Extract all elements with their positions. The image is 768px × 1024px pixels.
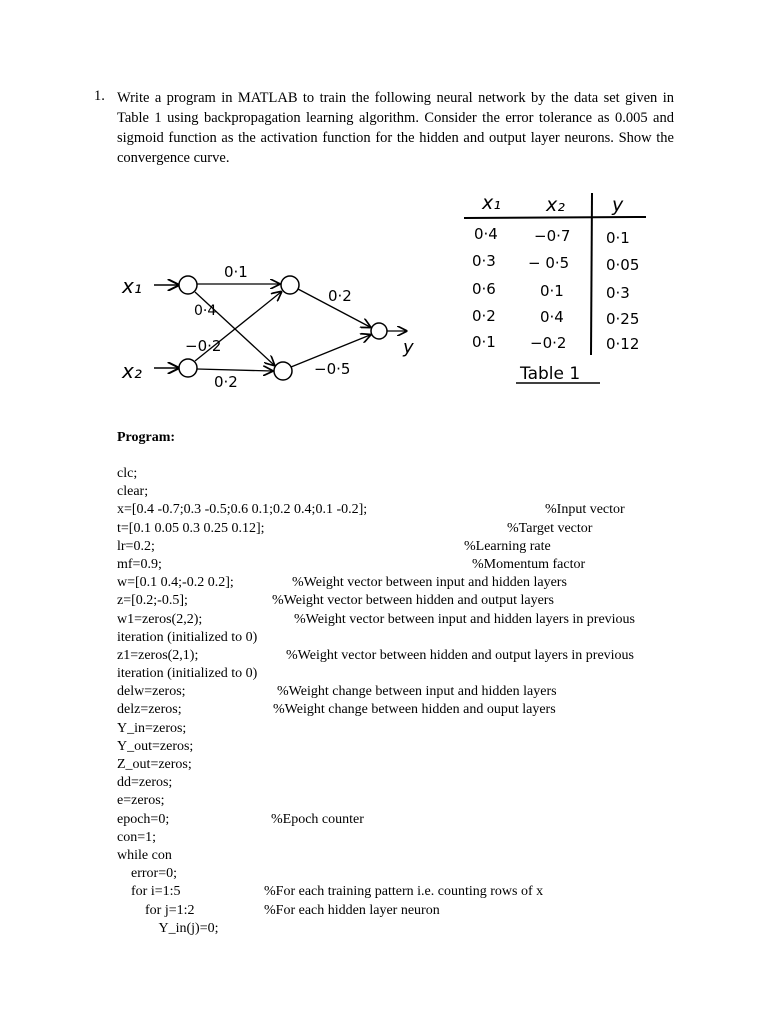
code-line bbox=[117, 811, 687, 829]
code-comment: %Weight vector between input and hidden layers bbox=[292, 575, 567, 591]
code-text: z=[0.2;-0.5]; bbox=[117, 593, 188, 609]
code-line bbox=[117, 665, 687, 683]
code-comment: %Learning rate bbox=[464, 538, 551, 554]
code-line bbox=[117, 720, 687, 738]
code-text: lr=0.2; bbox=[117, 538, 155, 554]
code-line bbox=[117, 756, 687, 774]
weight-label-w22: 0·2 bbox=[214, 373, 238, 391]
table1-header-x1: x₁ bbox=[482, 192, 501, 214]
table1-cell: 0·25 bbox=[606, 310, 640, 328]
code-text: mf=0.9; bbox=[117, 556, 162, 572]
code-line bbox=[117, 829, 687, 847]
code-comment: %Momentum factor bbox=[472, 556, 586, 572]
code-text: iteration (initialized to 0) bbox=[117, 666, 258, 682]
code-text: iteration (initialized to 0) bbox=[117, 629, 258, 645]
code-line bbox=[117, 865, 687, 883]
table1-cell: 0·2 bbox=[472, 307, 496, 325]
code-comment: %Weight vector between hidden and output layers bbox=[272, 593, 554, 609]
code-comment: %Epoch counter bbox=[271, 811, 364, 827]
code-line bbox=[117, 574, 687, 592]
input-x1-label: x₁ bbox=[122, 274, 142, 298]
code-line bbox=[117, 465, 687, 483]
code-text: delw=zeros; bbox=[117, 684, 186, 700]
table1-cell: 0·1 bbox=[606, 229, 630, 247]
code-line bbox=[117, 920, 687, 938]
code-line bbox=[117, 647, 687, 665]
code-text: t=[0.1 0.05 0.3 0.25 0.12]; bbox=[117, 520, 265, 536]
code-line bbox=[117, 592, 687, 610]
code-text: clc; bbox=[117, 466, 138, 481]
code-line bbox=[117, 701, 687, 719]
output-y-label: y bbox=[403, 337, 414, 358]
table1-cell: 0·4 bbox=[540, 308, 564, 326]
table1 bbox=[460, 185, 682, 390]
code-line bbox=[117, 883, 687, 901]
code-text: for i=1:5 bbox=[117, 884, 181, 900]
code-text: while con bbox=[117, 847, 172, 863]
output-node bbox=[371, 323, 387, 339]
code-text: w1=zeros(2,2); bbox=[117, 611, 203, 627]
table1-cell: 0·05 bbox=[606, 256, 640, 274]
code-text: Y_out=zeros; bbox=[117, 738, 194, 754]
table1-header-x2: x₂ bbox=[546, 194, 565, 216]
code-text: Y_in=zeros; bbox=[117, 720, 187, 736]
code-comment: %For each training pattern i.e. counting rows of x bbox=[264, 884, 544, 900]
code-line bbox=[117, 902, 687, 920]
program-heading: Program: bbox=[117, 430, 176, 445]
code-comment: %Weight vector between input and hidden layers in previous bbox=[294, 611, 635, 627]
table1-header-y: y bbox=[612, 194, 624, 216]
weight-label-w12: 0·4 bbox=[194, 303, 217, 319]
table1-caption: Table 1 bbox=[520, 364, 581, 384]
code-line bbox=[117, 538, 687, 556]
table1-cell: 0·12 bbox=[606, 335, 640, 353]
code-line bbox=[117, 738, 687, 756]
code-line bbox=[117, 483, 687, 501]
network-diagram bbox=[118, 255, 428, 400]
code-text: w=[0.1 0.4;-0.2 0.2]; bbox=[117, 575, 234, 591]
weight-label-z2: −0·5 bbox=[314, 360, 351, 378]
code-text: error=0; bbox=[117, 866, 177, 882]
hidden-node-2 bbox=[274, 362, 292, 380]
code-line bbox=[117, 774, 687, 792]
code-text: dd=zeros; bbox=[117, 775, 173, 791]
table1-column-divider bbox=[591, 193, 592, 355]
code-line bbox=[117, 847, 687, 865]
code-text: epoch=0; bbox=[117, 811, 170, 827]
question-text: Write a program in MATLAB to train the following neural network by the data set given in Table 1 using backpropagation learning algorithm. Consider the error tolerance as 0.005 and sigmoid function as the activation function for the hidden and output layer neurons. Show the convergence curve. bbox=[117, 90, 674, 166]
code-line bbox=[117, 683, 687, 701]
table1-cell: 0·1 bbox=[472, 333, 496, 351]
table1-header-rule bbox=[464, 217, 646, 218]
input-x2-label: x₂ bbox=[122, 359, 142, 383]
weight-label-w11: 0·1 bbox=[224, 263, 248, 281]
input-node-1 bbox=[179, 276, 197, 294]
code-line bbox=[117, 520, 687, 538]
code-text: con=1; bbox=[117, 829, 156, 845]
code-line bbox=[117, 792, 687, 810]
edge-x2-h2 bbox=[197, 369, 272, 371]
code-comment: %Weight vector between hidden and output layers in previous bbox=[286, 647, 634, 663]
weight-label-z1: 0·2 bbox=[328, 287, 352, 305]
code-text: Z_out=zeros; bbox=[117, 757, 192, 772]
code-text: Y_in(j)=0; bbox=[117, 920, 219, 936]
table1-cell: −0·2 bbox=[530, 334, 567, 352]
table1-cell: 0·1 bbox=[540, 282, 564, 300]
code-text: e=zeros; bbox=[117, 793, 165, 809]
weight-label-w21: −0·2 bbox=[185, 337, 222, 355]
code-text: delz=zeros; bbox=[117, 702, 182, 718]
code-line bbox=[117, 501, 687, 519]
table1-cell: −0·7 bbox=[534, 227, 571, 245]
table1-cell: 0·6 bbox=[472, 280, 496, 298]
code-text: z1=zeros(2,1); bbox=[117, 647, 199, 663]
table1-cell: 0·3 bbox=[606, 284, 630, 302]
code-text: clear; bbox=[117, 484, 149, 500]
code-line bbox=[117, 556, 687, 574]
code-comment: %For each hidden layer neuron bbox=[264, 902, 440, 918]
table1-cell: − 0·5 bbox=[528, 254, 570, 272]
code-line bbox=[117, 629, 687, 647]
code-comment: %Weight change between input and hidden layers bbox=[277, 684, 557, 700]
code-comment: %Input vector bbox=[545, 502, 625, 518]
code-comment: %Target vector bbox=[507, 520, 593, 536]
question-number: 1. bbox=[94, 88, 105, 104]
program-code bbox=[117, 465, 687, 938]
hidden-node-1 bbox=[281, 276, 299, 294]
table1-cell: 0·4 bbox=[474, 225, 498, 243]
code-text: for j=1:2 bbox=[117, 902, 195, 918]
code-line bbox=[117, 611, 687, 629]
code-comment: %Weight change between hidden and ouput layers bbox=[273, 702, 556, 718]
input-node-2 bbox=[179, 359, 197, 377]
code-text: x=[0.4 -0.7;0.3 -0.5;0.6 0.1;0.2 0.4;0.1 -0.2]; bbox=[117, 502, 368, 518]
table1-cell: 0·3 bbox=[472, 252, 496, 270]
